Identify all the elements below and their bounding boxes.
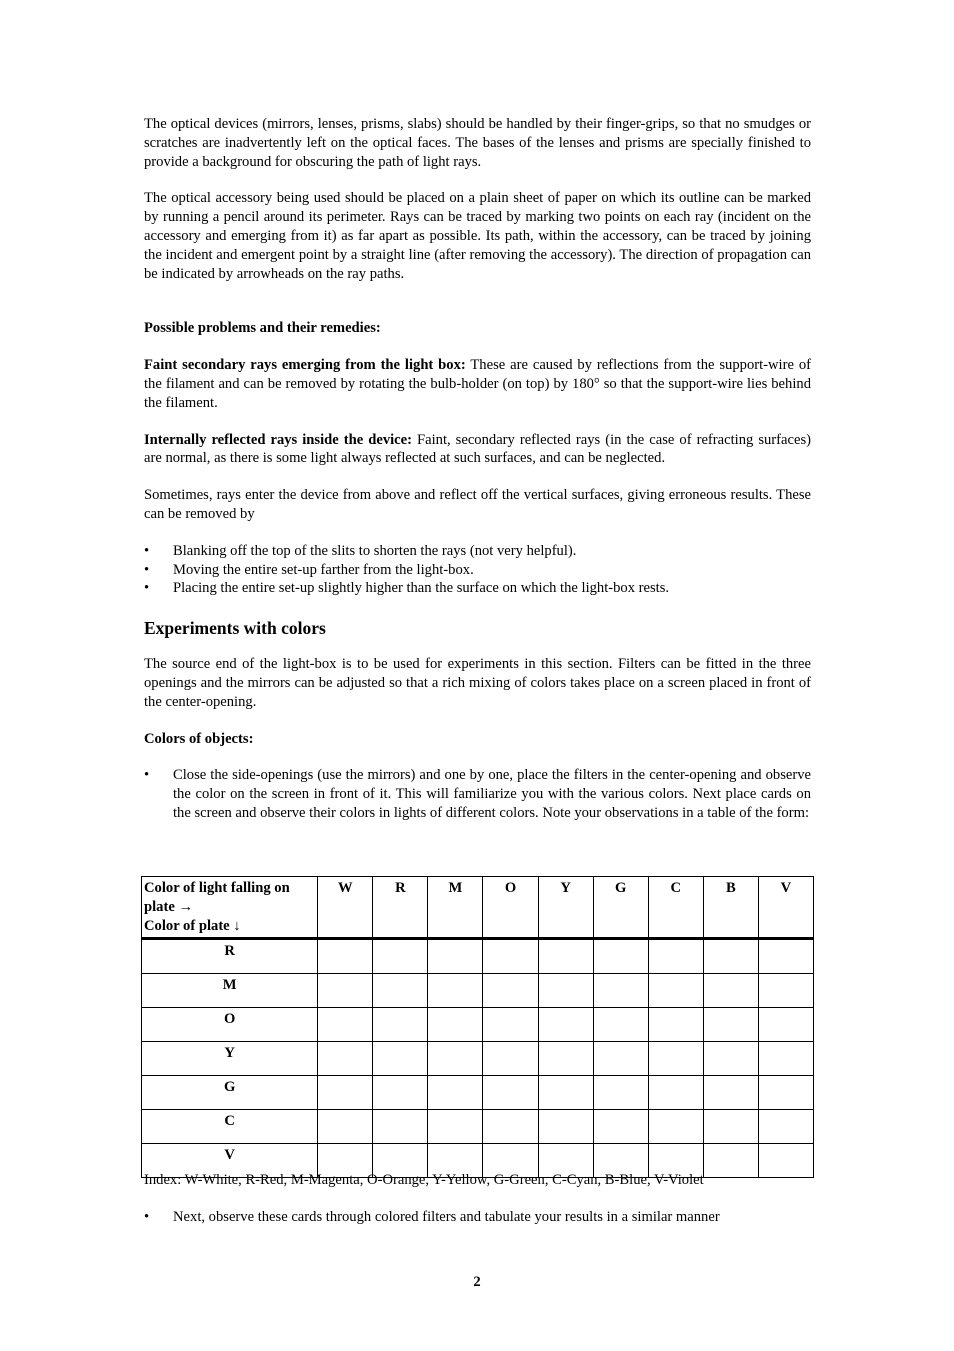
bullet-icon: • (144, 767, 150, 784)
table-cell (428, 939, 483, 974)
table-cell (373, 974, 428, 1008)
table-cell (703, 1042, 758, 1076)
table-cell (373, 1042, 428, 1076)
list-item: • Close the side-openings (use the mirrors) and one by one, place the filters in the center-opening and observe the color on the screen in front of it. This will familiarize you with the various colors. Next place cards on the screen and observe their colors in lights of different colors. Note your observations in a table of the form: (144, 767, 811, 821)
row-header: V (142, 1144, 318, 1178)
table-row (142, 1110, 814, 1144)
document-body (144, 115, 811, 823)
internal-reflection-text: Faint, secondary reflected rays (in the case of refracting surfaces) are normal, as there is some light always reflected at such surfaces, and can be neglected. (144, 431, 811, 467)
paragraph-faint-rays (144, 356, 811, 412)
column-header: B (703, 877, 758, 939)
table-cell (593, 974, 648, 1008)
table-row (142, 974, 814, 1008)
table-cell (758, 939, 813, 974)
table-row (142, 1042, 814, 1076)
table-cell (648, 1008, 703, 1042)
table-cell (703, 1076, 758, 1110)
paragraph-colors: The source end of the light-box is to be used for experiments in this section. Filters can be fitted in the three openings and the mirrors can be adjusted so that a rich mixing of colors takes place on a screen placed in front of the center-opening. (144, 656, 811, 710)
table-cell (648, 1110, 703, 1144)
table-cell (428, 1008, 483, 1042)
column-header: R (373, 877, 428, 939)
table-cell (648, 974, 703, 1008)
table-index-legend: Index: W-White, R-Red, M-Magenta, O-Orange, Y-Yellow, G-Green, C-Cyan, B-Blue, V-Violet (144, 1172, 704, 1188)
final-list (144, 1208, 811, 1227)
remedies-list (144, 542, 811, 598)
table-cell (758, 1042, 813, 1076)
table-cell (483, 1042, 538, 1076)
table-cell (538, 1008, 593, 1042)
table-cell (428, 1110, 483, 1144)
table-cell (703, 1110, 758, 1144)
table-cell (703, 974, 758, 1008)
table-cell (538, 1110, 593, 1144)
paragraph-sometimes: Sometimes, rays enter the device from above and reflect off the vertical surfaces, giving erroneous results. These can be removed by (144, 487, 811, 522)
internal-reflection-label: Internally reflected rays inside the device: (144, 431, 412, 448)
table-row (142, 1076, 814, 1110)
table-corner-header: Color of light falling on plate → Color of plate ↓ (142, 877, 318, 939)
table-cell (318, 1076, 373, 1110)
table-row (142, 1008, 814, 1042)
table-row (142, 939, 814, 974)
faint-rays-label: Faint secondary rays emerging from the light box: (144, 357, 466, 374)
observation-table (141, 876, 814, 1178)
table-cell (318, 939, 373, 974)
column-header: Y (538, 877, 593, 939)
row-header: O (142, 1008, 318, 1042)
table-cell (593, 1110, 648, 1144)
objects-list (144, 766, 811, 822)
table-cell (593, 939, 648, 974)
table-cell (318, 974, 373, 1008)
table-cell (703, 939, 758, 974)
table-cell (373, 939, 428, 974)
problems-heading: Possible problems and their remedies: (144, 320, 381, 337)
table-cell (538, 1042, 593, 1076)
list-item: • Blanking off the top of the slits to shorten the rays (not very helpful). (144, 542, 577, 559)
table-cell (758, 974, 813, 1008)
row-header: R (142, 939, 318, 974)
column-header: V (758, 877, 813, 939)
table-cell (428, 974, 483, 1008)
faint-rays-text: These are caused by reflections from the support-wire of the filament and can be removed by rotating the bulb-holder (on top) by 180° so that the support-wire lies behind the filament. (144, 357, 811, 411)
table-cell (758, 1110, 813, 1144)
section-heading-colors: Experiments with colors (144, 618, 326, 639)
column-header: O (483, 877, 538, 939)
table-cell (593, 1076, 648, 1110)
column-header: C (648, 877, 703, 939)
table-cell (703, 1144, 758, 1178)
bullet-icon: • (144, 542, 150, 559)
table-cell (483, 1110, 538, 1144)
paragraph-internal-reflection (144, 431, 811, 469)
table-cell (483, 939, 538, 974)
table-cell (373, 1110, 428, 1144)
table-cell (593, 1008, 648, 1042)
table-cell (428, 1076, 483, 1110)
table-cell (483, 1076, 538, 1110)
table-header-row (142, 877, 814, 939)
bullet-icon: • (144, 1209, 150, 1225)
objects-heading: Colors of objects: (144, 730, 254, 747)
table-cell (483, 974, 538, 1008)
table-cell (758, 1076, 813, 1110)
table-cell (373, 1076, 428, 1110)
list-item: • Next, observe these cards through colored filters and tabulate your results in a similar manner (144, 1209, 720, 1225)
table-cell (483, 1008, 538, 1042)
table-cell (648, 1076, 703, 1110)
list-item: • Placing the entire set-up slightly higher than the surface on which the light-box rests. (144, 580, 670, 597)
paragraph-handling: The optical devices (mirrors, lenses, prisms, slabs) should be handled by their finger-grips, so that no smudges or scratches are inadvertently left on the optical faces. The bases of the lenses and prisms are specially finished to provide a background for obscuring the path of light rays. (144, 116, 811, 170)
table-cell (703, 1008, 758, 1042)
table-cell (648, 939, 703, 974)
table-cell (538, 1076, 593, 1110)
table-cell (758, 1144, 813, 1178)
row-header: G (142, 1076, 318, 1110)
column-header: W (318, 877, 373, 939)
row-header: Y (142, 1042, 318, 1076)
paragraph-ray-tracing: The optical accessory being used should be placed on a plain sheet of paper on which its outline can be marked by running a pencil around its perimeter. Rays can be traced by marking two points on each ray (incident on the accessory and emerging from it) as far apart as possible. Its path, within the accessory, can be traced by joining the incident and emergent point by a straight line (after removing the accessory). The direction of propagation can be indicated by arrowheads on the ray paths. (144, 190, 811, 282)
list-item: • Moving the entire set-up farther from the light-box. (144, 561, 474, 578)
table-cell (318, 1110, 373, 1144)
bullet-icon: • (144, 561, 150, 578)
table-cell (593, 1042, 648, 1076)
table-cell (318, 1042, 373, 1076)
row-header: M (142, 974, 318, 1008)
table-cell (538, 939, 593, 974)
table-cell (428, 1042, 483, 1076)
row-header: C (142, 1110, 318, 1144)
column-header: G (593, 877, 648, 939)
table-cell (648, 1042, 703, 1076)
table-cell (373, 1008, 428, 1042)
bullet-icon: • (144, 580, 150, 597)
table-cell (318, 1008, 373, 1042)
table-cell (758, 1008, 813, 1042)
column-header: M (428, 877, 483, 939)
table-cell (538, 974, 593, 1008)
page-number: 2 (473, 1274, 481, 1290)
